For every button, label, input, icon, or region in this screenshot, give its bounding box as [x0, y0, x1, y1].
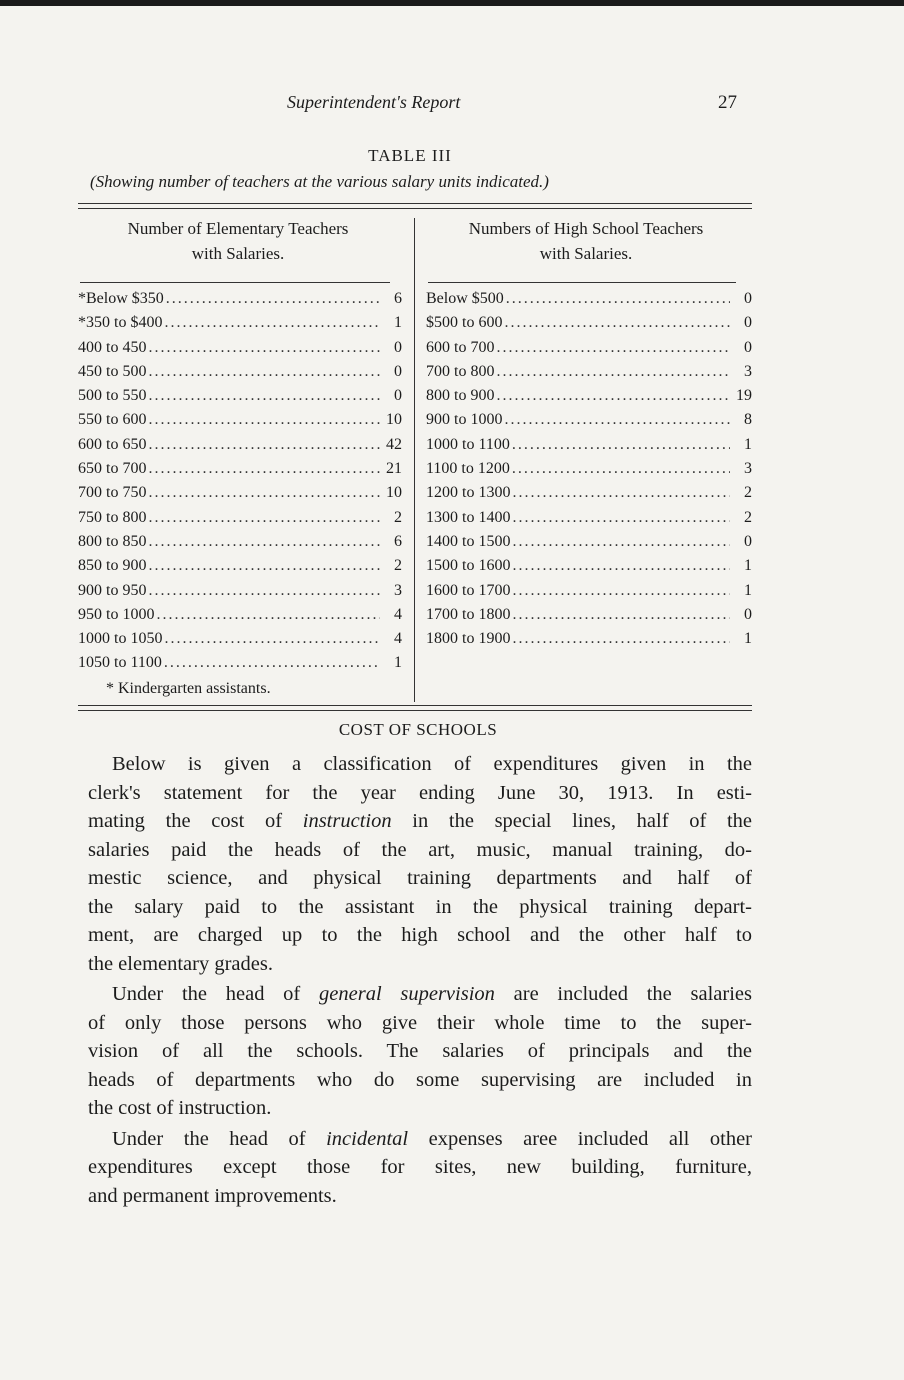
emphasis-text: incidental — [326, 1127, 409, 1150]
text-line — [88, 1153, 752, 1182]
text-run: Below is given a classification of expenditures given in the — [112, 753, 752, 775]
page-top-border — [0, 0, 904, 6]
salary-range: 600 to 700 — [426, 338, 495, 356]
salary-range: *Below $350 — [78, 290, 164, 307]
dot-leader — [494, 387, 730, 405]
elementary-salary-list — [78, 290, 402, 679]
high-school-heading — [422, 216, 750, 266]
salary-range: 1800 to 1900 — [426, 630, 511, 648]
teacher-count: 2 — [394, 508, 402, 526]
elementary-salary-row — [78, 290, 402, 314]
section-title: COST OF SCHOOLS — [338, 720, 498, 739]
salary-range: 1600 to 1700 — [426, 581, 511, 599]
dot-leader — [510, 460, 730, 478]
dot-leader — [510, 606, 730, 624]
text-run: the elementary grades. — [88, 952, 273, 975]
high-school-salary-row — [426, 314, 752, 338]
high-school-salary-row — [426, 387, 752, 411]
text-line — [88, 950, 752, 979]
dot-leader — [146, 339, 380, 357]
teacher-count: 19 — [736, 387, 752, 405]
elementary-salary-row — [78, 582, 402, 606]
text-line — [88, 1066, 752, 1095]
teacher-count: 6 — [394, 532, 402, 550]
elementary-salary-row — [78, 509, 402, 533]
teacher-count: 0 — [744, 532, 752, 550]
salary-range: 1050 to 1100 — [78, 654, 162, 672]
emphasis-text: general supervision — [319, 983, 495, 1005]
dot-leader — [162, 630, 380, 648]
salary-range: *350 to $400 — [78, 314, 163, 332]
dot-leader — [494, 339, 730, 357]
teacher-count: 42 — [386, 435, 402, 453]
elementary-salary-row — [78, 460, 402, 484]
dot-leader — [154, 606, 380, 624]
text-line — [88, 836, 752, 865]
text-run: of only those persons who give their whole time to the super- — [88, 1011, 752, 1034]
dot-leader — [510, 484, 730, 502]
teacher-count: 2 — [744, 508, 752, 526]
elementary-heading-line1: Number of Elementary Teachers — [127, 219, 349, 238]
teacher-count: 3 — [394, 581, 402, 599]
high-school-salary-row — [426, 533, 752, 557]
text-run: are included the salaries — [494, 983, 752, 1005]
salary-range: 650 to 700 — [78, 460, 147, 478]
table-footnote: * Kindergarten assistants. — [106, 680, 271, 697]
text-line — [88, 921, 752, 950]
teacher-count: 10 — [386, 411, 402, 429]
dot-leader — [494, 363, 730, 381]
teacher-count: 2 — [744, 484, 752, 502]
salary-range: 1100 to 1200 — [426, 460, 510, 478]
elementary-salary-row — [78, 606, 402, 630]
teacher-count: 1 — [744, 557, 752, 575]
text-run: ment, are charged up to the high school and the other half to — [88, 924, 752, 946]
salary-range: 750 to 800 — [78, 508, 147, 526]
dot-leader — [146, 509, 380, 527]
elementary-salary-row — [78, 411, 402, 435]
salary-range: 500 to 550 — [78, 387, 147, 405]
high-school-salary-row — [426, 411, 752, 435]
dot-leader — [146, 411, 380, 429]
section-body — [88, 750, 752, 1212]
dot-leader — [164, 290, 380, 308]
teacher-count: 4 — [394, 605, 402, 623]
text-line — [88, 980, 752, 1009]
table-top-double-rule — [78, 203, 752, 209]
text-line — [88, 893, 752, 922]
text-run: vision of all the schools. The salaries of principals and the — [88, 1040, 752, 1062]
dot-leader — [146, 557, 380, 575]
teacher-count: 21 — [386, 460, 402, 478]
teacher-count: 6 — [394, 290, 402, 307]
elementary-salary-row — [78, 387, 402, 411]
running-head — [0, 92, 904, 116]
teacher-count: 1 — [394, 654, 402, 672]
dot-leader — [504, 290, 730, 308]
dot-leader — [146, 484, 380, 502]
elementary-heading-rule — [80, 282, 390, 283]
teacher-count: 1 — [394, 314, 402, 332]
dot-leader — [502, 411, 730, 429]
salary-range: 800 to 850 — [78, 532, 147, 550]
salary-range: 1200 to 1300 — [426, 484, 511, 502]
text-run: mestic science, and physical training departments and half of — [88, 867, 752, 889]
dot-leader — [510, 557, 730, 575]
text-line — [88, 807, 752, 836]
high-school-salary-row — [426, 630, 752, 654]
body-paragraph — [88, 980, 752, 1123]
high-school-salary-row — [426, 460, 752, 484]
elementary-salary-row — [78, 557, 402, 581]
elementary-salary-row — [78, 436, 402, 460]
teacher-count: 0 — [744, 314, 752, 332]
text-line — [88, 1009, 752, 1038]
dot-leader — [146, 436, 380, 454]
salary-range: 1000 to 1050 — [78, 630, 163, 648]
text-run: Under the head of — [112, 983, 320, 1005]
high-school-salary-row — [426, 582, 752, 606]
elementary-salary-row — [78, 484, 402, 508]
dot-leader — [510, 509, 730, 527]
table-column-divider — [414, 218, 415, 702]
teacher-count: 10 — [386, 484, 402, 502]
text-run: expenses aree included all other — [408, 1127, 752, 1150]
dot-leader — [146, 363, 380, 381]
text-run: mating the cost of — [88, 810, 303, 832]
teacher-count: 0 — [744, 605, 752, 623]
running-title: Superintendent's Report — [287, 92, 461, 112]
salary-range: $500 to 600 — [426, 314, 503, 332]
high-school-salary-row — [426, 363, 752, 387]
salary-range: 900 to 1000 — [426, 411, 503, 429]
salary-range: 700 to 750 — [78, 484, 147, 502]
teacher-count: 1 — [744, 435, 752, 453]
dot-leader — [510, 582, 730, 600]
text-run: clerk's statement for the year ending June 30, 1913. In esti- — [88, 781, 752, 804]
dot-leader — [146, 460, 380, 478]
text-run: and permanent improvements. — [88, 1184, 337, 1207]
teacher-count: 0 — [394, 362, 402, 380]
dot-leader — [146, 582, 380, 600]
high-school-salary-row — [426, 557, 752, 581]
table-title: TABLE III — [368, 146, 452, 165]
teacher-count: 3 — [744, 460, 752, 478]
text-line — [88, 750, 752, 779]
page-number: 27 — [718, 92, 737, 113]
salary-range: Below $500 — [426, 290, 504, 307]
teacher-count: 0 — [744, 338, 752, 356]
salary-range: 400 to 450 — [78, 338, 147, 356]
salary-range: 1000 to 1100 — [426, 435, 510, 453]
teacher-count: 1 — [744, 581, 752, 599]
dot-leader — [146, 533, 380, 551]
teacher-count: 2 — [394, 557, 402, 575]
high-school-salary-row — [426, 509, 752, 533]
elementary-salary-row — [78, 630, 402, 654]
salary-range: 550 to 600 — [78, 411, 147, 429]
salary-range: 950 to 1000 — [78, 605, 155, 623]
text-line — [88, 864, 752, 893]
high-school-heading-line1: Numbers of High School Teachers — [468, 219, 704, 238]
elementary-salary-row — [78, 339, 402, 363]
elementary-salary-row — [78, 314, 402, 338]
table-subtitle: (Showing number of teachers at the various salary units indicated.) — [90, 172, 549, 191]
high-school-salary-list — [426, 290, 752, 654]
teacher-count: 0 — [394, 387, 402, 405]
text-run: the salary paid to the assistant in the physical training depart- — [88, 895, 752, 918]
high-school-salary-row — [426, 290, 752, 314]
high-school-heading-line2: with Salaries. — [539, 244, 633, 263]
dot-leader — [146, 387, 380, 405]
elementary-heading — [76, 216, 400, 266]
teacher-count: 0 — [744, 290, 752, 307]
text-line — [88, 1037, 752, 1066]
salary-range: 900 to 950 — [78, 581, 147, 599]
body-paragraph — [88, 750, 752, 978]
elementary-salary-row — [78, 363, 402, 387]
dot-leader — [162, 654, 380, 672]
text-run: heads of departments who do some supervising are included in — [88, 1068, 752, 1091]
high-school-salary-row — [426, 339, 752, 363]
teacher-count: 8 — [744, 411, 752, 429]
salary-range: 450 to 500 — [78, 362, 147, 380]
dot-leader — [510, 436, 730, 454]
teacher-count: 3 — [744, 362, 752, 380]
dot-leader — [502, 314, 730, 332]
body-paragraph — [88, 1125, 752, 1211]
text-line — [88, 1125, 752, 1154]
text-run: expenditures except those for sites, new building, furniture, — [88, 1156, 752, 1178]
teacher-count: 4 — [394, 630, 402, 648]
salary-range: 1400 to 1500 — [426, 532, 511, 550]
salary-range: 600 to 650 — [78, 435, 147, 453]
elementary-salary-row — [78, 533, 402, 557]
high-school-salary-row — [426, 606, 752, 630]
text-line — [88, 1094, 752, 1123]
salary-range: 1500 to 1600 — [426, 557, 511, 575]
text-run: Under the head of — [112, 1127, 327, 1150]
emphasis-text: instruction — [302, 810, 392, 832]
table-bottom-double-rule — [78, 705, 752, 711]
salary-range: 700 to 800 — [426, 362, 495, 380]
text-line — [88, 779, 752, 808]
elementary-salary-row — [78, 654, 402, 678]
salary-range: 1300 to 1400 — [426, 508, 511, 526]
elementary-heading-line2: with Salaries. — [191, 244, 285, 263]
dot-leader — [510, 533, 730, 551]
text-run: in the special lines, half of the — [391, 810, 752, 832]
dot-leader — [162, 314, 380, 332]
text-line — [88, 1182, 752, 1211]
teacher-count: 1 — [744, 630, 752, 648]
salary-range: 1700 to 1800 — [426, 605, 511, 623]
high-school-salary-row — [426, 436, 752, 460]
salary-range: 800 to 900 — [426, 387, 495, 405]
teacher-count: 0 — [394, 338, 402, 356]
dot-leader — [510, 630, 730, 648]
text-run: the cost of instruction. — [88, 1097, 272, 1119]
salary-range: 850 to 900 — [78, 557, 147, 575]
text-run: salaries paid the heads of the art, music, manual training, do- — [88, 838, 752, 861]
high-school-heading-rule — [428, 282, 736, 283]
high-school-salary-row — [426, 484, 752, 508]
